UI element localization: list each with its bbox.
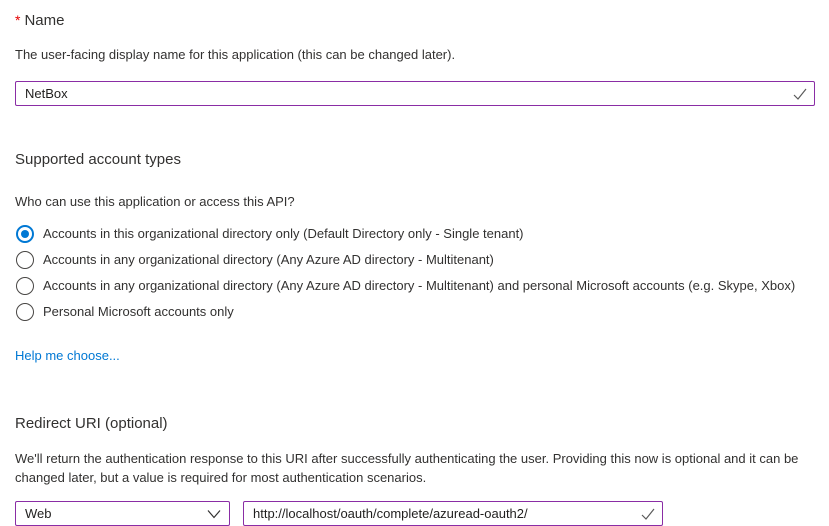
account-types-title: Supported account types xyxy=(15,151,181,168)
radio-option-label: Personal Microsoft accounts only xyxy=(43,304,234,319)
redirect-uri-input[interactable] xyxy=(244,502,662,525)
radio-option-label: Accounts in any organizational directory (Any Azure AD directory - Multitenant) and personal Microsoft accounts (e.g. Skype, Xbox) xyxy=(43,278,796,293)
name-input[interactable] xyxy=(16,82,814,105)
radio-option-multitenant[interactable] xyxy=(15,247,815,273)
redirect-uri-input-field xyxy=(243,501,663,526)
radio-option-label: Accounts in any organizational directory (Any Azure AD directory - Multitenant) xyxy=(43,252,494,267)
radio-button-icon[interactable] xyxy=(16,251,34,269)
radio-option-label: Accounts in this organizational directory only (Default Directory only - Single tenant) xyxy=(43,226,524,241)
platform-select-value: Web xyxy=(25,506,52,521)
redirect-uri-title: Redirect URI (optional) xyxy=(15,415,168,432)
account-types-section xyxy=(15,150,815,365)
redirect-uri-row xyxy=(15,501,815,526)
radio-button-icon[interactable] xyxy=(16,277,34,295)
name-input-field xyxy=(15,81,815,106)
name-section-title xyxy=(15,10,815,31)
redirect-uri-section xyxy=(15,414,815,526)
help-me-choose-link[interactable]: Help me choose... xyxy=(15,348,120,363)
platform-select[interactable] xyxy=(15,501,230,526)
chevron-down-icon xyxy=(207,509,221,518)
name-title-text: Name xyxy=(24,12,65,29)
name-section xyxy=(15,10,815,106)
required-asterisk: * xyxy=(15,12,21,28)
radio-button-icon[interactable] xyxy=(16,303,34,321)
radio-button-icon[interactable] xyxy=(16,225,34,243)
redirect-uri-description: We'll return the authentication response to this URI after successfully authenticating the user. Providing this now is optional and it can be changed later, but a value is required for most authentication scenarios. xyxy=(15,451,799,485)
radio-option-multitenant-personal[interactable] xyxy=(15,273,815,299)
radio-option-single-tenant[interactable] xyxy=(15,221,815,247)
account-types-radio-group xyxy=(15,221,815,325)
radio-option-personal-only[interactable] xyxy=(15,299,815,325)
name-description: The user-facing display name for this application (this can be changed later). xyxy=(15,47,456,62)
account-types-question: Who can use this application or access this API? xyxy=(15,194,295,209)
